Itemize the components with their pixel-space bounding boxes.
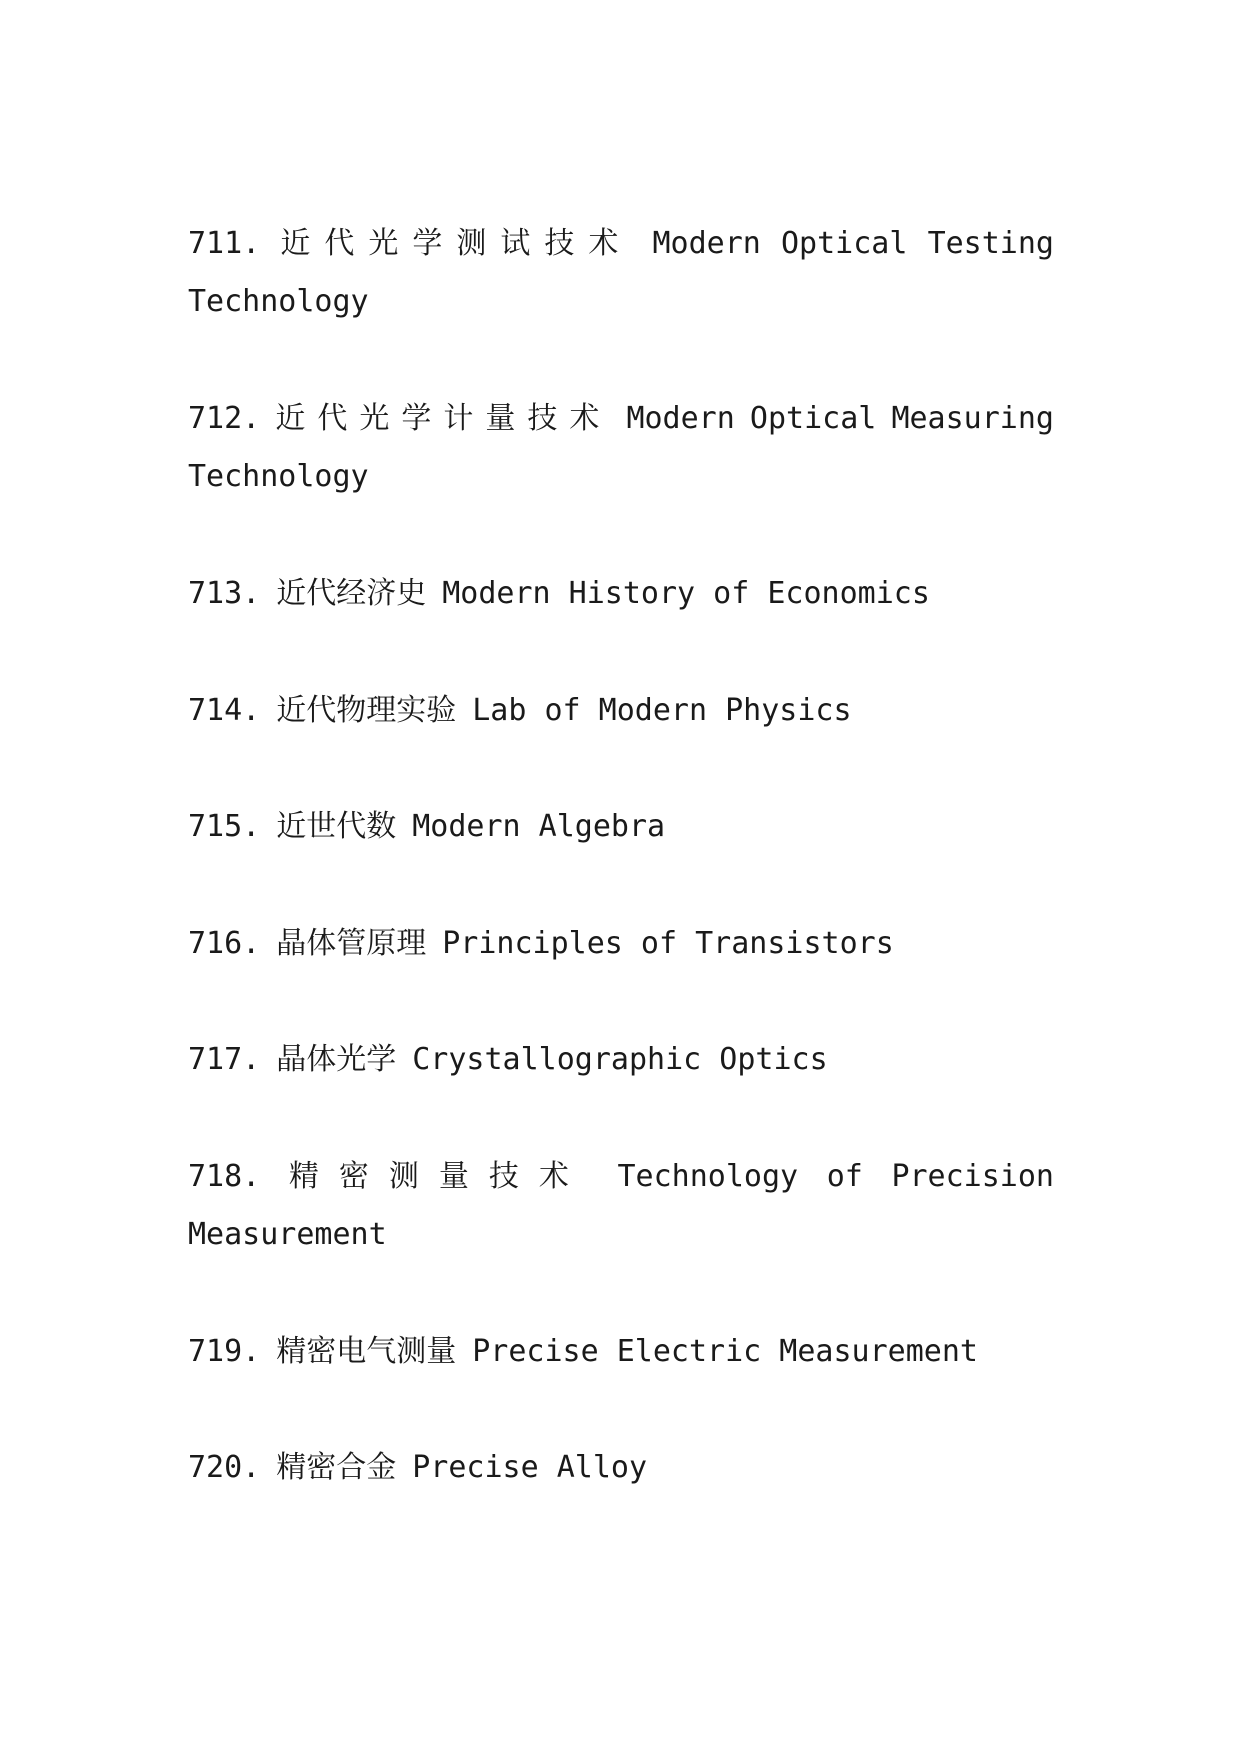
entry-chinese-term: 晶体管原理: [276, 926, 427, 961]
entry-line-1: [188, 390, 1054, 448]
entry-english-term: Precise Electric Measurement: [472, 1334, 978, 1369]
entry-english-term: Crystallographic Optics: [412, 1042, 828, 1077]
entry-chinese-term: 晶体光学: [276, 1042, 397, 1077]
entry-english-word: Measuring: [891, 401, 1054, 436]
entry-number: 718.: [188, 1159, 261, 1194]
entry-english-word: Testing: [927, 226, 1054, 261]
entry-english-term: Lab of Modern Physics: [472, 693, 852, 728]
entry-number: 717.: [188, 1042, 261, 1077]
entry-chinese-term: 近代光学测试技术: [280, 226, 633, 261]
entry-711: [188, 215, 1054, 331]
entry-714: [188, 682, 1054, 740]
entry-chinese-term: 近世代数: [276, 809, 397, 844]
entry-716: [188, 915, 1054, 973]
entry-717: [188, 1031, 1054, 1089]
entry-number: 712.: [188, 401, 261, 436]
entry-number: 713.: [188, 576, 261, 611]
entry-english-term: Precise Alloy: [412, 1450, 648, 1485]
entry-chinese-term: 精密合金: [276, 1450, 397, 1485]
entry-english-word: Technology: [617, 1159, 799, 1194]
entry-720: [188, 1439, 1054, 1497]
entry-713: [188, 565, 1054, 623]
entry-chinese-term: 精密电气测量: [276, 1334, 457, 1369]
entry-chinese-term: 近代光学计量技术: [275, 401, 612, 436]
entry-english-term: Modern History of Economics: [442, 576, 930, 611]
entry-number: 716.: [188, 926, 261, 961]
entry-719: [188, 1323, 1054, 1381]
entry-chinese-term: 近代经济史: [276, 576, 427, 611]
entry-english-continuation: Technology: [188, 459, 369, 494]
entry-english-word: Modern: [652, 226, 761, 261]
entry-english-word: Precision: [891, 1159, 1054, 1194]
entry-number: 719.: [188, 1334, 261, 1369]
entry-712: [188, 390, 1054, 506]
entry-line-1: [188, 215, 1054, 273]
entry-english-word: of: [826, 1159, 863, 1194]
entry-english-word: Modern: [626, 401, 735, 436]
entry-number: 711.: [188, 226, 261, 261]
entry-english-word: Optical: [749, 401, 877, 436]
entry-english-continuation: Technology: [188, 284, 369, 319]
entry-number: 720.: [188, 1450, 261, 1485]
entry-chinese-term: 近代物理实验: [276, 693, 457, 728]
entry-line-1: [188, 1148, 1054, 1206]
entry-718: [188, 1148, 1054, 1264]
entry-715: [188, 798, 1054, 856]
entry-english-word: Optical: [781, 226, 908, 261]
entry-number: 714.: [188, 693, 261, 728]
entry-english-continuation: Measurement: [188, 1217, 387, 1252]
entry-chinese-term: 精密测量技术: [288, 1159, 589, 1194]
entry-english-term: Principles of Transistors: [442, 926, 894, 961]
entry-number: 715.: [188, 809, 261, 844]
entry-english-term: Modern Algebra: [412, 809, 666, 844]
